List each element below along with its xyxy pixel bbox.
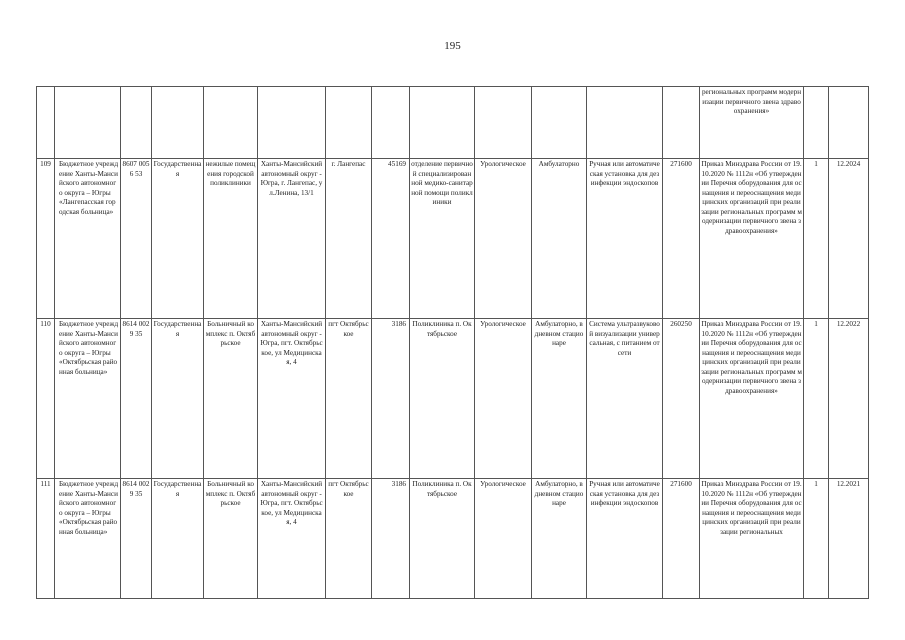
building-cell: нежилые помещения городской поликлиники [204,159,258,319]
department-cell: Поликлиника п. Октябрьское [410,319,475,479]
quantity-cell: 1 [804,319,829,479]
row-number: 109 [37,159,55,319]
page-number: 195 [444,40,461,52]
order-cell: региональных программ модернизации первичного звена здравоохранения» [700,87,804,159]
equipment-cell: Система ультразвуковой визуализации универсальная, с питанием от сети [587,319,663,479]
care-cell: Амбулаторно, в дневном стационаре [532,319,587,479]
population-cell: 45169 [372,159,410,319]
address-cell: Ханты-Мансийский автономный округ - Югра, г. Лангепас, ул.Ленина, 13/1 [258,159,326,319]
okpd-cell: 260250 [663,319,700,479]
order-cell: Приказ Минздрава России от 19.10.2020 № 1112н «Об утверждении Перечня оборудования для оснащения и переоснащения медицинских организаций при реализации региональных программ модернизации первичного звена здравоохранения» [700,159,804,319]
table-row [37,159,869,319]
institution-cell: Бюджетное учреждение Ханты-Мансийского автономного округа – Югры «Лангепасская городская больница» [55,159,121,319]
order-cell: Приказ Минздрава России от 19.10.2020 № 1112н «Об утверждении Перечня оборудования для оснащения и переоснащения медицинских организаций при реализации региональных [700,479,804,599]
profile-cell: Урологическое [475,319,532,479]
building-cell: Больничный комплекс п. Октябрьское [204,479,258,599]
date-cell: 12.2024 [829,159,869,319]
table-row [37,87,869,159]
okpd-cell: 271600 [663,159,700,319]
locality-cell: пгт Октябрьское [326,479,372,599]
ownership-cell: Государственная [152,159,204,319]
row-number: 111 [37,479,55,599]
ownership-cell: Государственная [152,319,204,479]
care-cell: Амбулаторно, в дневном стационаре [532,479,587,599]
code-cell: 8614 0029 35 [121,319,152,479]
quantity-cell: 1 [804,479,829,599]
table-row [37,479,869,599]
equipment-cell: Ручная или автоматическая установка для дезинфекции эндоскопов [587,159,663,319]
department-cell: Поликлиника п. Октябрьское [410,479,475,599]
population-cell: 3186 [372,479,410,599]
table-row [37,319,869,479]
care-cell: Амбулаторно [532,159,587,319]
institution-cell: Бюджетное учреждение Ханты-Мансийского автономного округа – Югры «Октябрьская районная больница» [55,479,121,599]
population-cell: 3186 [372,319,410,479]
department-cell: отделение первичной специализированной медико-санитарной помощи поликлиники [410,159,475,319]
ownership-cell: Государственная [152,479,204,599]
address-cell: Ханты-Мансийский автономный округ - Югра, пгт. Октябрьское, ул Медицинская, 4 [258,319,326,479]
order-cell: Приказ Минздрава России от 19.10.2020 № 1112н «Об утверждении Перечня оборудования для оснащения и переоснащения медицинских организаций при реализации региональных программ модернизации первичного звена здравоохранения» [700,319,804,479]
equipment-table [36,86,869,599]
building-cell: Больничный комплекс п. Октябрьское [204,319,258,479]
profile-cell: Урологическое [475,159,532,319]
date-cell: 12.2022 [829,319,869,479]
equipment-cell: Ручная или автоматическая установка для дезинфекции эндоскопов [587,479,663,599]
code-cell: 8607 0056 53 [121,159,152,319]
locality-cell: пгт Октябрьское [326,319,372,479]
code-cell: 8614 0029 35 [121,479,152,599]
quantity-cell: 1 [804,159,829,319]
row-number: 110 [37,319,55,479]
profile-cell: Урологическое [475,479,532,599]
institution-cell: Бюджетное учреждение Ханты-Мансийского автономного округа – Югры «Октябрьская районная больница» [55,319,121,479]
date-cell: 12.2021 [829,479,869,599]
address-cell: Ханты-Мансийский автономный округ - Югра, пгт. Октябрьское, ул Медицинская, 4 [258,479,326,599]
okpd-cell: 271600 [663,479,700,599]
locality-cell: г. Лангепас [326,159,372,319]
